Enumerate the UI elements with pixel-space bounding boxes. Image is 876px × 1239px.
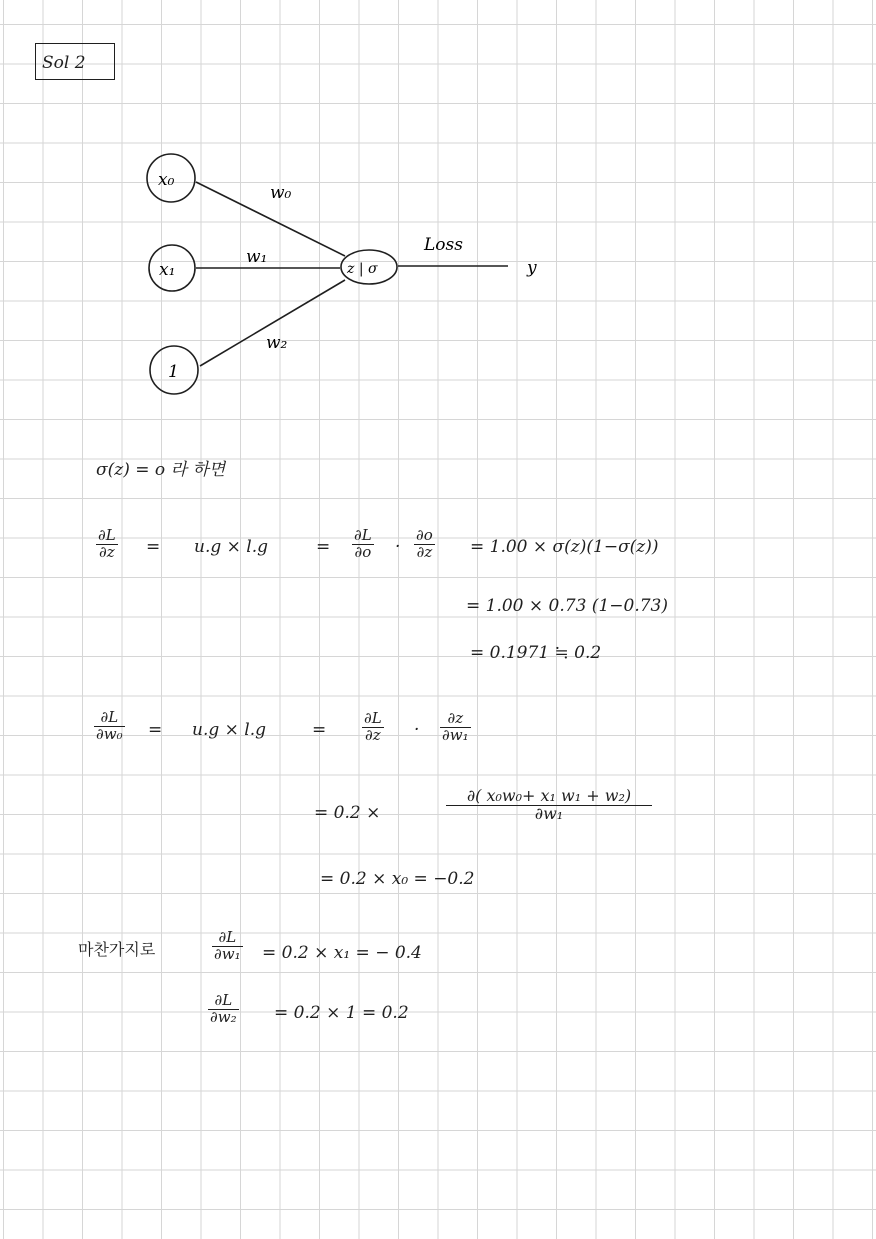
linear-combination-numerator: ∂( x₀w₀+ x₁ w₁ + w₂) <box>446 788 652 806</box>
dl-dw0-equals: = <box>148 720 163 740</box>
dl-dw1-fraction <box>212 930 243 963</box>
node-neuron-label: z | σ <box>347 261 378 277</box>
network-diagram <box>0 0 876 420</box>
dl-dz-chain-text: u.g × l.g <box>194 537 269 557</box>
linear-combination-denominator: ∂w₁ <box>534 803 564 823</box>
dz-dw1-numerator: ∂z <box>440 711 471 728</box>
node-x1-label: x₁ <box>159 260 176 280</box>
similarly-label: 마찬가지로 <box>78 940 156 959</box>
dl-dz-line3: = 0.1971 ≒ 0.2 <box>470 643 602 663</box>
dl-dw2-numerator: ∂L <box>208 993 239 1010</box>
node-bias-label: 1 <box>168 362 179 382</box>
dl-dw0-dot: · <box>414 720 420 740</box>
dl-dz-factor-fraction <box>362 711 384 744</box>
dl-dw0-lhs-denominator: ∂w₀ <box>96 724 123 743</box>
edge-w2-line <box>200 280 345 366</box>
solution-title: Sol 2 <box>42 53 86 73</box>
edge-w0-label: w₀ <box>270 183 292 203</box>
node-x0-label: x₀ <box>158 170 175 190</box>
edge-w2-label: w₂ <box>266 333 288 353</box>
dl-dz-dot: · <box>395 537 401 557</box>
dl-dw1-denominator: ∂w₁ <box>214 944 241 963</box>
dl-dw1-numerator: ∂L <box>212 930 243 947</box>
dl-dw2-denominator: ∂w₂ <box>210 1007 237 1026</box>
dl-do-fraction <box>352 528 374 561</box>
do-dz-denominator: ∂z <box>416 542 433 561</box>
dl-do-numerator: ∂L <box>354 526 372 544</box>
dl-dw0-line2-prefix: = 0.2 × <box>314 803 381 823</box>
do-dz-fraction <box>414 528 435 561</box>
edge-loss-label: Loss <box>424 235 463 255</box>
dz-dw1-fraction <box>440 711 471 744</box>
dl-dw0-lhs-numerator: ∂L <box>94 710 125 727</box>
dl-dz-lhs-fraction <box>96 528 118 561</box>
edge-w1-label: w₁ <box>246 247 268 267</box>
dz-dw1-denominator: ∂w₁ <box>442 725 469 744</box>
dl-dz-factor-numerator: ∂L <box>364 709 382 727</box>
output-y-label: y <box>527 258 537 278</box>
linear-combination-fraction <box>446 788 652 823</box>
dl-dz-lhs-numerator: ∂L <box>98 526 116 544</box>
dl-dz-factor-denominator: ∂z <box>365 725 381 744</box>
sigma-assumption: σ(z) = o 라 하면 <box>96 460 226 480</box>
dl-do-denominator: ∂o <box>354 542 372 561</box>
dl-dz-equals: = <box>146 537 161 557</box>
dl-dz-lhs-denominator: ∂z <box>99 542 115 561</box>
dl-dw0-lhs-fraction <box>94 710 125 743</box>
dl-dz-rhs: = 1.00 × σ(z)(1−σ(z)) <box>470 537 659 557</box>
dl-dw2-fraction <box>208 993 239 1026</box>
dl-dw0-line3: = 0.2 × x₀ = −0.2 <box>320 869 475 889</box>
dl-dw1-rhs: = 0.2 × x₁ = − 0.4 <box>262 943 422 963</box>
dl-dz-equals-2: = <box>316 537 331 557</box>
do-dz-numerator: ∂o <box>416 526 433 544</box>
dl-dw0-chain-text: u.g × l.g <box>192 720 267 740</box>
dl-dw0-equals-2: = <box>312 720 327 740</box>
dl-dz-line2: = 1.00 × 0.73 (1−0.73) <box>466 596 668 616</box>
dl-dw2-rhs: = 0.2 × 1 = 0.2 <box>274 1003 409 1023</box>
